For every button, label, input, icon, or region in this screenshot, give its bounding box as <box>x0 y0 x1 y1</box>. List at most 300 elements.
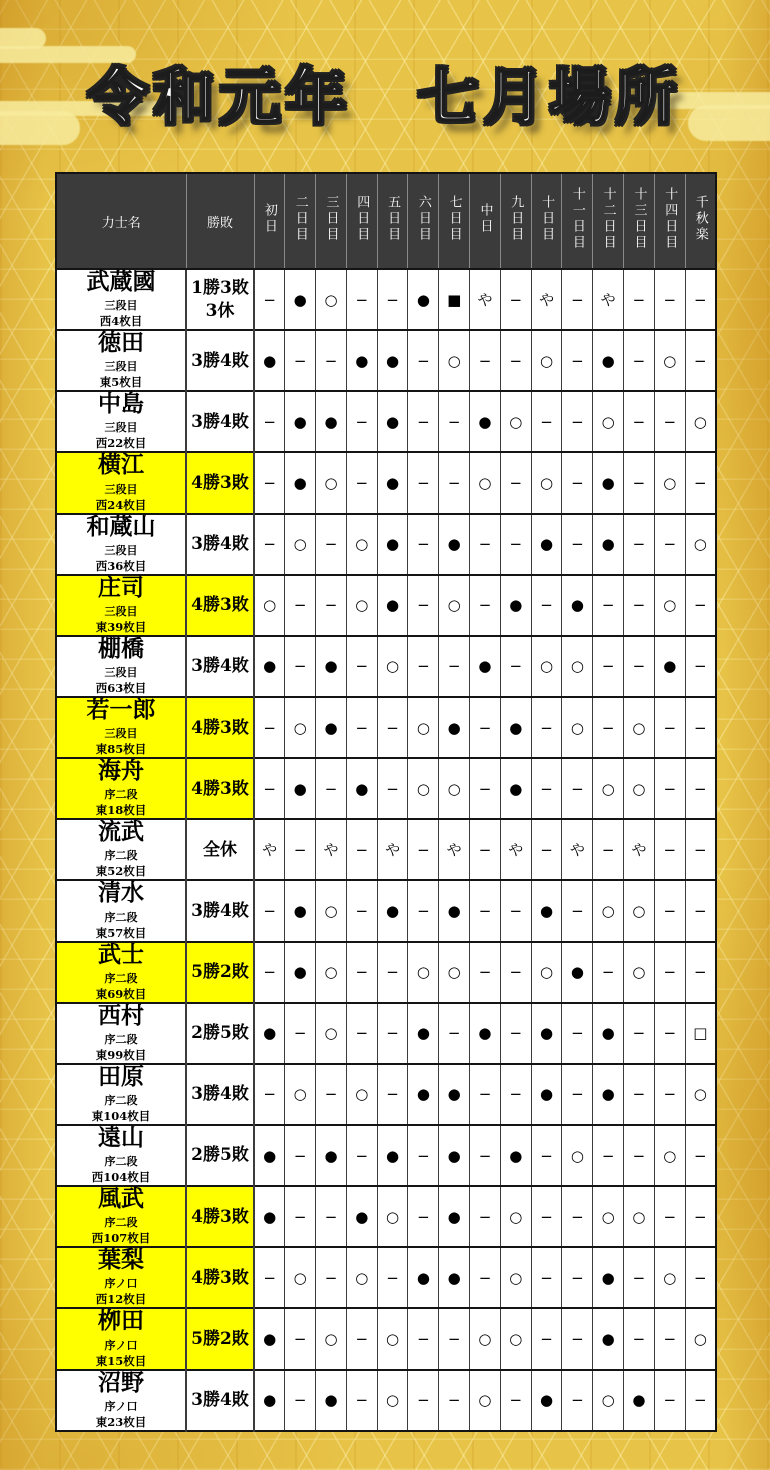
result-cell: − <box>254 1247 285 1308</box>
result-cell: ○ <box>377 1186 408 1247</box>
result-cell: ○ <box>377 636 408 697</box>
result-cell: ● <box>470 391 501 452</box>
result-cell: − <box>685 758 716 819</box>
wrestler-rank: 東104枚目 <box>91 1108 151 1123</box>
record-cell <box>186 819 254 880</box>
result-cell: − <box>470 819 501 880</box>
result-cell: ● <box>254 330 285 391</box>
record-text: 3休 <box>205 300 235 321</box>
result-cell: ● <box>439 1186 470 1247</box>
result-cell: ○ <box>531 636 562 697</box>
result-cell: ○ <box>654 1125 685 1186</box>
wrestler-rank: 西36枚目 <box>95 558 147 573</box>
result-cell: ● <box>593 514 624 575</box>
result-cell: ○ <box>593 391 624 452</box>
header-day <box>624 173 655 269</box>
wrestler-division: 序ノ口 <box>104 1338 138 1352</box>
result-cell: ● <box>254 1186 285 1247</box>
result-cell: − <box>624 452 655 513</box>
wrestler-rank: 西12枚目 <box>95 1292 147 1307</box>
result-cell: − <box>562 758 593 819</box>
result-cell: や <box>316 819 347 880</box>
result-cell: ○ <box>500 391 531 452</box>
wrestler-rank: 西107枚目 <box>91 1231 151 1246</box>
result-cell: − <box>285 1186 316 1247</box>
result-cell: − <box>654 1370 685 1431</box>
result-cell: − <box>439 1308 470 1369</box>
result-cell: ● <box>346 1186 377 1247</box>
record-text: 5勝2敗 <box>191 1328 249 1349</box>
result-cell: − <box>531 1308 562 1369</box>
result-cell: − <box>377 1064 408 1125</box>
header-day-label: 十一日目 <box>569 187 585 251</box>
result-cell: ● <box>500 1125 531 1186</box>
header-day-label: 五日目 <box>385 195 401 243</box>
result-cell: ○ <box>285 514 316 575</box>
result-cell: − <box>624 1003 655 1064</box>
result-cell: ● <box>377 880 408 941</box>
result-cell: ○ <box>346 514 377 575</box>
result-cell: ○ <box>254 575 285 636</box>
header-day <box>285 173 316 269</box>
wrestler-name: 遠山 <box>98 1123 144 1151</box>
result-cell: − <box>346 1003 377 1064</box>
table-row <box>56 942 716 1003</box>
wrestler-division: 三段目 <box>104 299 138 313</box>
wrestler-division: 序二段 <box>104 1032 138 1046</box>
result-cell: ○ <box>439 330 470 391</box>
wrestler-name: 棚橋 <box>98 634 144 662</box>
result-cell: ○ <box>562 697 593 758</box>
result-cell: − <box>685 452 716 513</box>
result-cell: − <box>685 1370 716 1431</box>
header-day-label: 四日目 <box>354 195 370 243</box>
result-cell: ○ <box>624 758 655 819</box>
result-cell: − <box>531 1186 562 1247</box>
result-cell: ○ <box>624 1186 655 1247</box>
result-cell: − <box>316 1247 347 1308</box>
result-cell: ● <box>531 514 562 575</box>
result-cell: ● <box>377 452 408 513</box>
result-cell: − <box>531 575 562 636</box>
wrestler-name: 葉梨 <box>98 1246 144 1274</box>
wrestler-rank: 東18枚目 <box>95 803 147 818</box>
result-cell: − <box>346 269 377 330</box>
result-cell: − <box>254 269 285 330</box>
result-cell: − <box>346 942 377 1003</box>
result-cell: ○ <box>685 1308 716 1369</box>
result-cell: ● <box>377 514 408 575</box>
table-row <box>56 1186 716 1247</box>
result-cell: − <box>377 697 408 758</box>
result-cell: ○ <box>593 1370 624 1431</box>
record-text: 4勝3敗 <box>191 1267 249 1288</box>
header-day <box>254 173 285 269</box>
result-cell: ○ <box>346 575 377 636</box>
result-cell: − <box>624 514 655 575</box>
result-cell: ○ <box>470 1370 501 1431</box>
result-cell: ● <box>285 269 316 330</box>
result-cell: ○ <box>685 1064 716 1125</box>
result-cell: − <box>562 1370 593 1431</box>
result-cell: − <box>562 452 593 513</box>
result-cell: − <box>346 1308 377 1369</box>
result-cell: ○ <box>470 1308 501 1369</box>
wrestler-division: 三段目 <box>104 360 138 374</box>
result-cell: − <box>377 758 408 819</box>
result-cell: ○ <box>593 880 624 941</box>
result-cell: ● <box>593 1003 624 1064</box>
wrestler-name: 和蔵山 <box>86 512 156 540</box>
record-cell <box>186 636 254 697</box>
result-cell: − <box>531 391 562 452</box>
result-cell: − <box>285 1370 316 1431</box>
result-cell: ○ <box>562 1125 593 1186</box>
result-cell: ● <box>500 575 531 636</box>
result-cell: − <box>654 1003 685 1064</box>
results-table <box>55 172 717 1432</box>
result-cell: − <box>685 330 716 391</box>
result-cell: や <box>500 819 531 880</box>
result-cell: − <box>500 514 531 575</box>
wrestler-name: 武士 <box>98 940 144 968</box>
wrestler-name: 風武 <box>98 1185 144 1213</box>
table-row <box>56 1370 716 1431</box>
record-text: 4勝3敗 <box>191 778 249 799</box>
result-cell: ● <box>531 880 562 941</box>
header-day <box>593 173 624 269</box>
result-cell: − <box>593 697 624 758</box>
result-cell: ● <box>593 1247 624 1308</box>
wrestler-name: 海舟 <box>98 757 144 785</box>
result-cell: ● <box>408 1003 439 1064</box>
result-cell: − <box>593 942 624 1003</box>
result-cell: ● <box>377 391 408 452</box>
result-cell: − <box>654 758 685 819</box>
result-cell: − <box>654 391 685 452</box>
result-cell: ○ <box>408 942 439 1003</box>
result-cell: − <box>254 697 285 758</box>
wrestler-name: 武蔵國 <box>86 268 156 295</box>
result-cell: − <box>346 1125 377 1186</box>
result-cell: − <box>685 1186 716 1247</box>
result-cell: ● <box>377 575 408 636</box>
record-cell <box>186 514 254 575</box>
result-cell: − <box>377 269 408 330</box>
header-day <box>685 173 716 269</box>
result-cell: − <box>470 1064 501 1125</box>
result-cell: ● <box>254 1125 285 1186</box>
result-cell: − <box>531 1247 562 1308</box>
header-day <box>316 173 347 269</box>
table-row <box>56 1308 716 1369</box>
result-cell: ● <box>316 391 347 452</box>
result-cell: ○ <box>346 1247 377 1308</box>
result-cell: − <box>408 1308 439 1369</box>
wrestler-rank: 東52枚目 <box>95 864 147 879</box>
record-text: 3勝4敗 <box>191 350 249 371</box>
wrestler-rank: 東5枚目 <box>99 375 143 390</box>
table-row <box>56 514 716 575</box>
record-cell <box>186 391 254 452</box>
result-cell: − <box>531 697 562 758</box>
result-cell: − <box>562 330 593 391</box>
header-day <box>377 173 408 269</box>
result-cell: − <box>685 269 716 330</box>
result-cell: ● <box>439 1125 470 1186</box>
header-record: 勝敗 <box>186 173 254 269</box>
result-cell: ● <box>254 636 285 697</box>
result-cell: − <box>654 942 685 1003</box>
result-cell: ○ <box>624 942 655 1003</box>
table-row <box>56 697 716 758</box>
header-day-label: 七日目 <box>446 195 462 243</box>
result-cell: ● <box>377 330 408 391</box>
wrestler-name-cell <box>56 1064 186 1125</box>
result-cell: ● <box>470 1003 501 1064</box>
result-cell: − <box>624 1064 655 1125</box>
result-cell: − <box>624 1125 655 1186</box>
header-day-label: 三日目 <box>323 195 339 243</box>
result-cell: ● <box>285 391 316 452</box>
wrestler-name-cell <box>56 514 186 575</box>
header-day-label: 十二日目 <box>600 187 616 251</box>
result-cell: − <box>285 636 316 697</box>
wrestler-name: 西村 <box>98 1001 144 1029</box>
wrestler-division: 序ノ口 <box>104 1277 138 1291</box>
wrestler-division: 序二段 <box>104 971 138 985</box>
header-day-label: 九日目 <box>508 195 524 243</box>
header-day-label: 六日目 <box>415 195 431 243</box>
record-cell <box>186 1308 254 1369</box>
result-cell: ● <box>562 942 593 1003</box>
header-day <box>654 173 685 269</box>
result-cell: − <box>346 1370 377 1431</box>
result-cell: ● <box>346 758 377 819</box>
result-cell: ● <box>654 636 685 697</box>
result-cell: ○ <box>654 575 685 636</box>
result-cell: ○ <box>316 452 347 513</box>
result-cell: − <box>593 575 624 636</box>
wrestler-division: 三段目 <box>104 604 138 618</box>
result-cell: ○ <box>316 942 347 1003</box>
result-cell: − <box>500 452 531 513</box>
wrestler-name-cell <box>56 1186 186 1247</box>
header-day-label: 初日 <box>261 203 277 235</box>
result-cell: − <box>531 758 562 819</box>
result-cell: − <box>254 514 285 575</box>
result-cell: − <box>408 575 439 636</box>
result-cell: − <box>500 1064 531 1125</box>
wrestler-rank: 東15枚目 <box>95 1353 147 1368</box>
result-cell: − <box>624 575 655 636</box>
result-cell: − <box>470 697 501 758</box>
result-cell: ○ <box>470 452 501 513</box>
wrestler-rank: 西4枚目 <box>99 314 143 329</box>
wrestler-rank: 東99枚目 <box>95 1047 147 1062</box>
result-cell: ● <box>285 942 316 1003</box>
result-cell: ● <box>439 1247 470 1308</box>
result-cell: や <box>624 819 655 880</box>
result-cell: − <box>470 575 501 636</box>
record-cell <box>186 1247 254 1308</box>
result-cell: − <box>685 942 716 1003</box>
result-cell: − <box>500 1003 531 1064</box>
result-cell: ● <box>254 1308 285 1369</box>
result-cell: − <box>500 330 531 391</box>
result-cell: − <box>285 1308 316 1369</box>
wrestler-rank: 東69枚目 <box>95 986 147 1001</box>
result-cell: − <box>408 819 439 880</box>
result-cell: − <box>346 819 377 880</box>
wrestler-name-cell <box>56 391 186 452</box>
result-cell: − <box>408 880 439 941</box>
wrestler-division: 三段目 <box>104 421 138 435</box>
table-row <box>56 575 716 636</box>
result-cell: − <box>562 1247 593 1308</box>
record-cell <box>186 1186 254 1247</box>
result-cell: − <box>624 391 655 452</box>
result-cell: − <box>439 1370 470 1431</box>
record-cell <box>186 452 254 513</box>
result-cell: − <box>593 636 624 697</box>
result-cell: ○ <box>500 1308 531 1369</box>
result-cell: − <box>346 697 377 758</box>
wrestler-division: 序二段 <box>104 849 138 863</box>
record-cell <box>186 880 254 941</box>
wrestler-name: 流武 <box>98 818 144 846</box>
result-cell: ● <box>531 1003 562 1064</box>
wrestler-rank: 西63枚目 <box>95 680 147 695</box>
wrestler-division: 序二段 <box>104 788 138 802</box>
wrestler-division: 三段目 <box>104 665 138 679</box>
result-cell: − <box>685 636 716 697</box>
result-cell: ● <box>593 1308 624 1369</box>
record-text: 3勝4敗 <box>191 1390 249 1411</box>
result-cell: − <box>316 1064 347 1125</box>
result-cell: − <box>562 1003 593 1064</box>
wrestler-name-cell <box>56 330 186 391</box>
result-cell: − <box>254 391 285 452</box>
wrestler-name: 徳田 <box>98 329 144 357</box>
result-cell: − <box>408 1370 439 1431</box>
header-day-label: 千秋楽 <box>692 195 708 243</box>
result-cell: ● <box>500 697 531 758</box>
wrestler-name: 沼野 <box>98 1368 144 1396</box>
record-text: 2勝5敗 <box>191 1023 249 1044</box>
result-cell: ○ <box>285 1064 316 1125</box>
wrestler-name-cell <box>56 1003 186 1064</box>
result-cell: − <box>624 330 655 391</box>
result-cell: − <box>500 636 531 697</box>
result-cell: ○ <box>685 391 716 452</box>
result-cell: ○ <box>439 758 470 819</box>
result-cell: や <box>439 819 470 880</box>
result-cell: ○ <box>439 942 470 1003</box>
header-day <box>500 173 531 269</box>
header-day <box>408 173 439 269</box>
result-cell: − <box>562 880 593 941</box>
table-row <box>56 758 716 819</box>
result-cell: − <box>624 269 655 330</box>
wrestler-name-cell <box>56 269 186 330</box>
result-cell: − <box>470 514 501 575</box>
wrestler-rank: 西104枚目 <box>91 1170 151 1185</box>
result-cell: ○ <box>531 452 562 513</box>
result-cell: − <box>470 758 501 819</box>
table-row <box>56 819 716 880</box>
record-text: 3勝4敗 <box>191 900 249 921</box>
record-text: 4勝3敗 <box>191 595 249 616</box>
table-header <box>56 173 716 269</box>
result-cell: ● <box>408 1247 439 1308</box>
record-text: 4勝3敗 <box>191 472 249 493</box>
result-cell: や <box>593 269 624 330</box>
record-cell <box>186 269 254 330</box>
result-cell: − <box>408 1186 439 1247</box>
record-cell <box>186 1370 254 1431</box>
result-cell: − <box>593 819 624 880</box>
record-cell <box>186 1003 254 1064</box>
wrestler-division: 三段目 <box>104 543 138 557</box>
result-cell: − <box>685 819 716 880</box>
record-text: 全休 <box>203 839 237 860</box>
result-cell: − <box>470 942 501 1003</box>
result-cell: ● <box>316 1370 347 1431</box>
result-cell: や <box>531 269 562 330</box>
record-cell <box>186 575 254 636</box>
record-cell <box>186 942 254 1003</box>
header-day <box>439 173 470 269</box>
result-cell: ● <box>346 330 377 391</box>
wrestler-name: 横江 <box>98 451 144 479</box>
result-cell: ○ <box>562 636 593 697</box>
wrestler-name-cell <box>56 1370 186 1431</box>
result-cell: − <box>377 942 408 1003</box>
result-cell: − <box>346 452 377 513</box>
wrestler-name-cell <box>56 819 186 880</box>
wrestler-rank: 西24枚目 <box>95 497 147 512</box>
result-cell: − <box>439 391 470 452</box>
result-cell: ● <box>316 697 347 758</box>
result-cell: ● <box>531 1064 562 1125</box>
wrestler-division: 序二段 <box>104 1216 138 1230</box>
header-day-label: 十四日目 <box>662 187 678 251</box>
result-cell: ○ <box>624 880 655 941</box>
result-cell: − <box>408 452 439 513</box>
wrestler-name-cell <box>56 636 186 697</box>
result-cell: − <box>624 636 655 697</box>
result-cell: ● <box>439 880 470 941</box>
record-cell <box>186 1064 254 1125</box>
result-cell: − <box>285 330 316 391</box>
wrestler-division: 序二段 <box>104 1155 138 1169</box>
record-cell <box>186 1125 254 1186</box>
wrestler-name-cell <box>56 697 186 758</box>
result-cell: − <box>654 697 685 758</box>
result-cell: − <box>439 636 470 697</box>
result-cell: ● <box>408 269 439 330</box>
result-cell: ● <box>285 880 316 941</box>
result-cell: − <box>685 575 716 636</box>
result-cell: ○ <box>593 758 624 819</box>
header-day-label: 十日目 <box>539 195 555 243</box>
result-cell: ○ <box>531 942 562 1003</box>
result-cell: ● <box>316 1125 347 1186</box>
result-cell: ○ <box>316 880 347 941</box>
header-wrestler-name: 力士名 <box>56 173 186 269</box>
result-cell: ● <box>593 330 624 391</box>
